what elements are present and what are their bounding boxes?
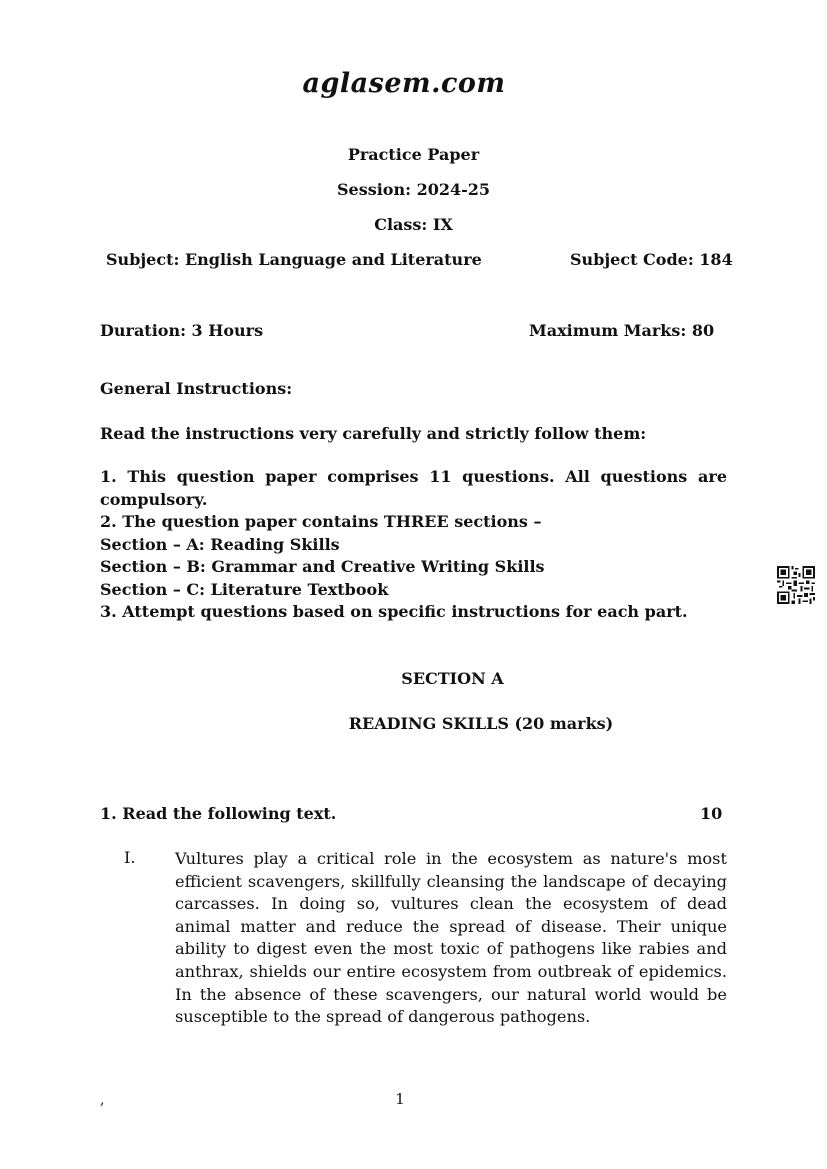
instruction-item: 3. Attempt questions based on specific instructions for each part. — [100, 602, 688, 621]
question-marks: 10 — [700, 804, 723, 823]
instruction-item: Section – B: Grammar and Creative Writing Skills — [100, 557, 545, 576]
passage-text: Vultures play a critical role in the ecosystem as nature's most efficient scavengers, skillfully cleansing the landscape of decaying carcasses. In doing so, vultures clean the ecosystem of dead animal matter and reduce the spread of disease. Their unique ability to digest even the most toxic of pathogens like rabies and anthrax, shields our entire ecosystem from outbreak of epidemics. In the absence of these scavengers, our natural world would be susceptible to the spread of dangerous pathogens. — [175, 849, 727, 1027]
session: Session: 2024-25 — [336, 180, 491, 199]
instructions-intro: Read the instructions very carefully and strictly follow them: — [100, 424, 647, 443]
question-label: 1. Read the following text. — [100, 804, 337, 823]
duration: Duration: 3 Hours — [100, 321, 264, 340]
qr-code-icon — [777, 566, 815, 604]
section-title: SECTION A — [401, 669, 504, 688]
instruction-item: 2. The question paper contains THREE sections – — [100, 512, 542, 531]
class-label: Class: IX — [374, 215, 453, 234]
max-marks: Maximum Marks: 80 — [529, 321, 715, 340]
site-logo: aglasem.com — [302, 68, 506, 99]
subject: Subject: English Language and Literature — [106, 250, 482, 269]
page-number: 1 — [395, 1090, 405, 1108]
instruction-item: Section – C: Literature Textbook — [100, 579, 389, 599]
footer-comma: , — [100, 1092, 105, 1108]
subject-code: Subject Code: 184 — [570, 250, 733, 269]
paper-type: Practice Paper — [347, 145, 480, 164]
instructions-heading: General Instructions: — [100, 379, 293, 398]
instruction-item: 1. This question paper comprises 11 questions. All questions are compulsory. — [100, 467, 727, 509]
instruction-item: Section – A: Reading Skills — [100, 534, 340, 554]
instruction-list — [100, 466, 727, 624]
section-subtitle: READING SKILLS (20 marks) — [348, 714, 614, 733]
passage-number: I. — [124, 848, 136, 867]
